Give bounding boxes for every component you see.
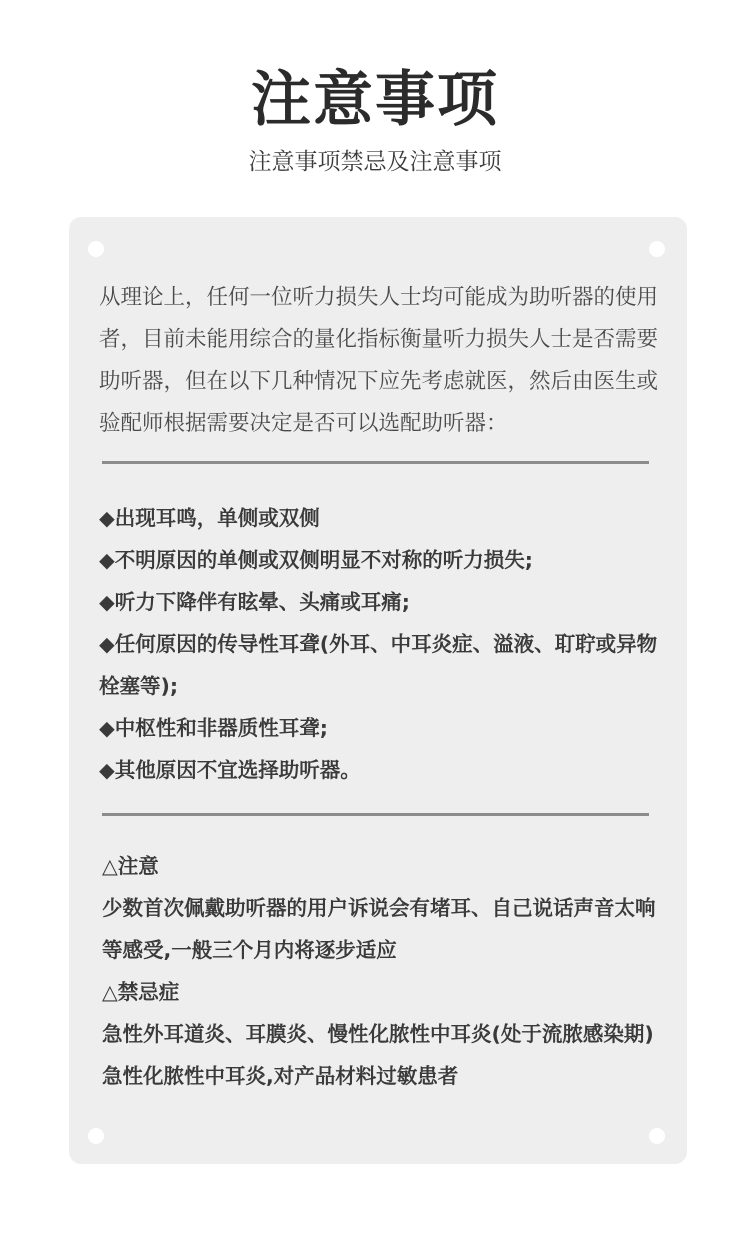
condition-item: ◆任何原因的传导性耳聋(外耳、中耳炎症、溢液、耵聍或异物栓塞等); <box>99 632 658 698</box>
page-subtitle: 注意事项禁忌及注意事项 <box>248 149 502 175</box>
divider <box>102 813 649 816</box>
intro-paragraph: 从理论上，任何一位听力损失人士均可能成为助听器的使用者，目前未能用综合的量化指标衡量听力损失人士是否需要助听器，但在以下几种情况下应先考虑就医，然后由医生或验配师根据需要决定是否可以选配助听器： <box>99 285 659 436</box>
notice-text: 少数首次佩戴助听器的用户诉说会有堵耳、自己说话声音太响等感受,一般三个月内将逐步适应 <box>102 896 656 962</box>
condition-item: ◆听力下降伴有眩晕、头痛或耳痛; <box>99 590 410 614</box>
contraindications-heading: △禁忌症 <box>102 980 180 1004</box>
conditions-list <box>99 497 664 791</box>
contraindications-text: 急性外耳道炎、耳膜炎、慢性化脓性中耳炎(处于流脓感染期)急性化脓性中耳炎,对产品材料过敏患者 <box>102 1022 654 1088</box>
notice-card <box>69 217 687 1164</box>
divider <box>102 461 649 464</box>
condition-item: ◆出现耳鸣，单侧或双侧 <box>99 506 320 530</box>
notice-heading: △注意 <box>102 854 159 878</box>
decorative-dot-icon <box>88 241 104 257</box>
condition-item: ◆不明原因的单侧或双侧明显不对称的听力损失; <box>99 548 533 572</box>
notes-section <box>102 845 664 1097</box>
condition-item: ◆中枢性和非器质性耳聋; <box>99 716 328 740</box>
condition-item: ◆其他原因不宜选择助听器。 <box>99 758 361 782</box>
decorative-dot-icon <box>88 1128 104 1144</box>
decorative-dot-icon <box>649 1128 665 1144</box>
page-title: 注意事项 <box>251 65 499 135</box>
decorative-dot-icon <box>649 241 665 257</box>
